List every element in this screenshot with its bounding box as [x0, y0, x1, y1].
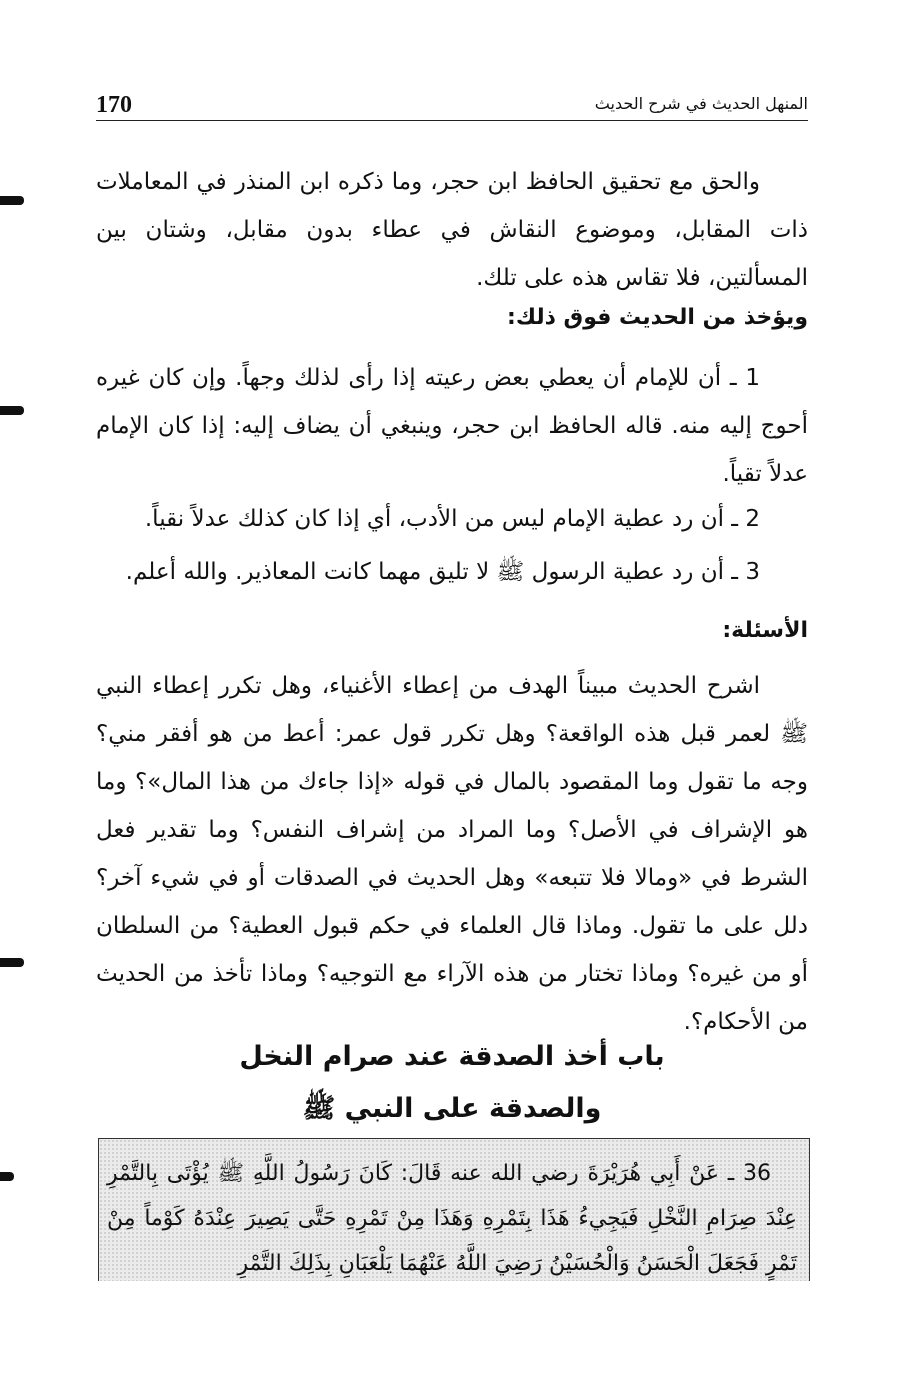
page-number: 170 — [96, 92, 132, 118]
questions-heading: الأسئلة: — [722, 618, 808, 643]
scan-edge-mark — [0, 196, 24, 205]
benefit-item-3: 3 ـ أن رد عطية الرسول ﷺ لا تليق مهما كانت المعاذير. والله أعلم. — [125, 559, 760, 585]
scan-edge-mark — [0, 1172, 14, 1181]
questions-paragraph: اشرح الحديث مبيناً الهدف من إعطاء الأغنياء، وهل تكرر إعطاء النبي ﷺ لعمر قبل هذه الواقعة؟ وهل تكرر قول عمر: أعط من هو أفقر مني؟ وجه ما تقول وما المقصود بالمال في قوله «إذا جاءك من هذا المال»؟ وما هو الإشراف في الأصل؟ وما المراد من إشراف النفس؟ وما تقدير فعل الشرط في «ومالا فلا تتبعه» وهل الحديث في الصدقات أو في شيء آخر؟ دلل على ما تقول. وماذا قال العلماء في حكم قبول العطية؟ من السلطان أو من غيره؟ وماذا تختار من هذه الآراء مع التوجيه؟ وماذا تأخذ من الحديث من الأحكام؟. — [96, 673, 808, 1035]
benefits-heading: ويؤخذ من الحديث فوق ذلك: — [507, 305, 808, 330]
chapter-title-line-2: والصدقة على النبي ﷺ — [302, 1093, 602, 1124]
hadith-text: 36 ـ عَنْ أَبِي هُرَيْرَةَ رضي الله عنه قَالَ: كَانَ رَسُولُ اللَّهِ ﷺ يُؤْتَى بِالتَّمْرِ عِنْدَ صِرَامِ النَّخْلِ فَيَجِيءُ هَذَا بِتَمْرِهِ وَهَذَا مِنْ تَمْرِهِ حَتَّى يَصِيرَ عِنْدَهُ كَوْماً مِنْ تَمْرٍ فَجَعَلَ الْحَسَنُ وَالْحُسَيْنُ رَضِيَ اللَّهُ عَنْهُمَا يَلْعَبَانِ بِذَلِكَ التَّمْرِ — [107, 1161, 797, 1276]
running-head — [96, 92, 808, 121]
paragraph-1: والحق مع تحقيق الحافظ ابن حجر، وما ذكره ابن المنذر في المعاملات ذات المقابل، وموضوع النقاش في عطاء بدون مقابل، وشتان بين المسألتين، فلا تقاس هذه على تلك. — [96, 169, 808, 291]
book-title: المنهل الحديث في شرح الحديث — [594, 94, 808, 113]
benefit-item-1: 1 ـ أن للإمام أن يعطي بعض رعيته إذا رأى لذلك وجهاً. وإن كان غيره أحوج إليه منه. قاله الحافظ ابن حجر، وينبغي أن يضاف إليه: إذا كان الإمام عدلاً تقياً. — [96, 365, 808, 487]
scan-edge-mark — [0, 406, 24, 415]
hadith-box — [98, 1138, 810, 1281]
chapter-title-line-1: باب أخذ الصدقة عند صرام النخل — [239, 1041, 665, 1072]
scan-edge-mark — [0, 958, 24, 967]
benefit-item-2: 2 ـ أن رد عطية الإمام ليس من الأدب، أي إذا كان كذلك عدلاً نقياً. — [144, 506, 760, 532]
